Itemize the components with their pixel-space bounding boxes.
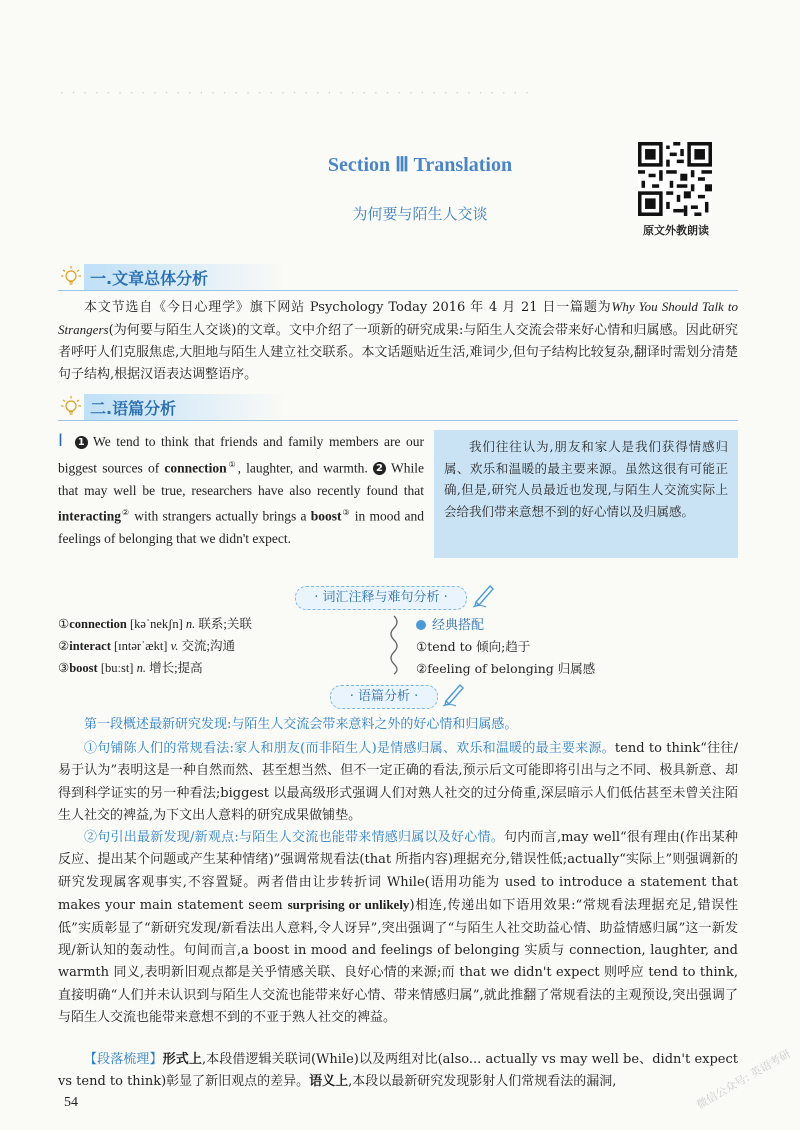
bullet-dot-icon (416, 620, 426, 630)
watermark: 微信公众号: 英语考研 (694, 1047, 793, 1112)
vocab-entry: ②interact [ɪntərˈækt] v. 交流;沟通 (58, 639, 235, 653)
collocation-item: ②feeling of belonging 归属感 (416, 661, 596, 676)
overview-paragraph: 本文节选自《今日心理学》旗下网站 Psychology Today 2016 年 4 月 21 日一篇题为Why You Should Talk to Strangers(为何要与陌生人交谈)的文章。文中介绍了一项新的研究成果:与陌生人交流会带来好心情和归属感。因此研究者呼吁人们克服焦虑,大胆地与陌生人建立社交联系。本文话题贴近生活,难词少,但句子结构比较复杂,翻译时需划分清楚句子结构,根据汉语表达调整语序。 (58, 299, 738, 382)
article-title: Why You Should Talk to Strangers (58, 299, 738, 337)
vocab-notes-label: · 词汇注释与难句分析 · (295, 586, 467, 610)
paragraph-summary: 【段落梳理】形式上,本段借逻辑关联词(While)以及两组对比(also... actually vs may well be、didn't expect vs tend to think)彰显了新旧观点的差异。语义上,本段以最新研究发现影射人们常规看法的漏洞, (58, 1052, 738, 1090)
page-number: 54 (64, 1095, 78, 1110)
divider-swirl-icon (386, 614, 402, 676)
lightbulb-icon (58, 394, 84, 420)
vocab-word: interacting (58, 508, 121, 524)
vocab-entry: ③boost [buːst] n. 增长;提高 (58, 661, 203, 675)
analysis-paragraph: ②句引出最新发现/新观点:与陌生人交流也能带来情感归属以及好心情。句内而言,may well“很有理由(作出某种反应、提出某个问题或产生某种情绪)”强调常规看法(that 所指内容)理据充分,错误性低;actually“实际上”则强调新的研究发现属客观事实,不容置疑。两者借由让步转折词 While(语用功能为 used to introduce a statement that makes your main statement seem surprising or unlikely)相连,传递出如下语用效果:“常规看法理据充足,错误性低”实质彰显了“新研究发现/新看法出人意料,令人讶异”,突出强调了“与陌生人社交助益心情、助益情感归属”这一新发现/新认知的轰动性。句间而言,a boost in mood and feelings of belonging 实质与 connection, laughter, and warmth 同义,表明新旧观点都是关乎情感关联、良好心情的来源;而 that we didn't expect 则呼应 tend to think,直接明确“人们并未认识到与陌生人交流也能带来好心情、带来情感归属”,就此推翻了常规看法的主观预设,突出强调了与陌生人交流也能带来意想不到的不亚于熟人社交的裨益。 (58, 830, 739, 1026)
collocations-heading: 经典搭配 (416, 614, 484, 633)
vocab-entry: ①connection [kəˈnekʃn] n. 联系;关联 (58, 617, 252, 631)
analysis-intro: 第一段概述最新研究发现:与陌生人交流会带来意料之外的好心情和归属感。 (84, 717, 518, 732)
section-heading-text: 二.语篇分析 (90, 399, 177, 418)
vocab-word: connection (164, 460, 227, 476)
qr-caption: 原文外教朗读 (643, 224, 709, 237)
section-heading-text: 一.文章总体分析 (90, 269, 209, 288)
faded-header-text: · · · · · · · · · · · · · · · · · · · · · · · · · · · · · · · · · · · · · · · · · (60, 86, 531, 100)
chinese-translation: 我们往往认为,朋友和家人是我们获得情感归属、欢乐和温暖的最主要来源。虽然这很有可能正确,但是,研究人员最近也发现,与陌生人交流实际上会给我们带来意想不到的好心情以及归属感。 (434, 430, 738, 558)
section-heading-overall (58, 264, 738, 291)
paragraph-numeral: Ⅰ (58, 431, 66, 450)
collocation-item: ①tend to 倾向;趋于 (416, 639, 531, 654)
pen-icon (440, 679, 468, 707)
vocab-word: boost (310, 508, 342, 524)
analysis-paragraph: ①句铺陈人们的常规看法:家人和朋友(而非陌生人)是情感归属、欢乐和温暖的最主要来源。tend to think“往往/易于认为”表明这是一种自然而然、甚至想当然、但不一定正确的看法,预示后文可能即将引出与之不同、极具新意、却得到科学证实的另一种看法;biggest 以最高级形式强调人们对熟人社交的过分倚重,深层暗示人们低估甚至未曾关注陌生人社交的裨益,为下文出人意料的研究成果做铺垫。 (58, 741, 738, 824)
section-heading-discourse (58, 394, 738, 421)
english-passage: Ⅰ 1 We tend to think that friends and family members are our biggest sources of connection①, laughter, and warmth. 2 While that may well be true, researchers have also recently found that interacting② with strangers actually brings a boost③ in mood and feelings of belonging that we didn't expect. (58, 431, 425, 547)
qr-code-icon[interactable] (638, 142, 712, 216)
pen-icon (470, 580, 498, 608)
sentence-number: 2 (373, 462, 386, 475)
sentence-number: 1 (75, 436, 88, 449)
section-title: Section Ⅲ Translation (327, 154, 513, 176)
lightbulb-icon (58, 264, 84, 290)
section-subtitle: 为何要与陌生人交谈 (352, 205, 488, 223)
analysis-label: · 语篇分析 · (330, 685, 438, 709)
